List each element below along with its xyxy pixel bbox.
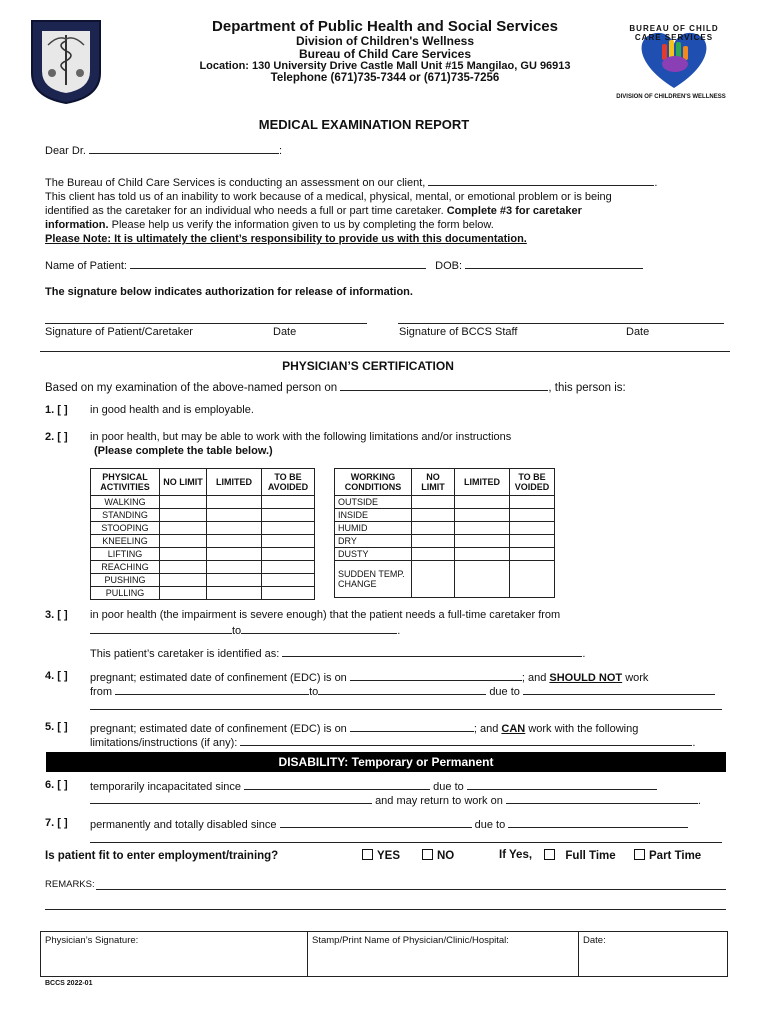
location-text: Location: 130 University Drive Castle Mall Unit #15 Mangilao, GU 96913 bbox=[199, 60, 571, 72]
table-row-label: KNEELING bbox=[91, 535, 160, 548]
table-cell[interactable] bbox=[455, 496, 510, 509]
table-cell[interactable] bbox=[510, 496, 555, 509]
item-6-text: temporarily incapacitated since due to bbox=[90, 779, 657, 793]
caretaker-dates-line: to . bbox=[90, 623, 400, 637]
date-box[interactable]: Date: bbox=[579, 932, 728, 977]
remarks-line-1[interactable] bbox=[96, 889, 726, 890]
return-to-work-line: and may return to work on . bbox=[90, 793, 701, 807]
table-cell[interactable] bbox=[455, 561, 510, 598]
department-name: Department of Public Health and Social Services bbox=[212, 18, 558, 35]
working-conditions-table bbox=[334, 468, 555, 598]
responsibility-note: Please Note: It is ultimately the client’s responsibility to provide us with this documentation. bbox=[45, 233, 527, 245]
table-cell[interactable] bbox=[160, 561, 207, 574]
yes-checkbox-icon[interactable] bbox=[362, 849, 373, 860]
item-2-text: in poor health, but may be able to work with the following limitations and/or instructions bbox=[90, 431, 512, 443]
table-cell[interactable] bbox=[207, 496, 262, 509]
table-cell[interactable] bbox=[262, 535, 315, 548]
table-cell[interactable] bbox=[455, 522, 510, 535]
table-cell[interactable] bbox=[262, 496, 315, 509]
table-cell[interactable] bbox=[412, 496, 455, 509]
item-5-text: pregnant; estimated date of confinement (EDC) is on ; and CAN work with the following bbox=[90, 723, 639, 735]
caretaker-to-field[interactable] bbox=[241, 623, 397, 634]
public-health-seal-logo bbox=[28, 15, 104, 105]
table-row-label: HUMID bbox=[335, 522, 412, 535]
patient-signature-line[interactable] bbox=[45, 323, 367, 324]
table-cell[interactable] bbox=[160, 509, 207, 522]
no-work-from-field[interactable] bbox=[115, 684, 309, 695]
bureau-name: Bureau of Child Care Services bbox=[298, 47, 472, 61]
report-title: MEDICAL EXAMINATION REPORT bbox=[258, 117, 470, 132]
no-work-reason-field[interactable] bbox=[523, 684, 715, 695]
col-header: TO BE AVOIDED bbox=[262, 469, 315, 496]
no-work-to-field[interactable] bbox=[318, 684, 486, 695]
physician-signature-table bbox=[40, 931, 728, 977]
col-header: NO LIMIT bbox=[412, 469, 455, 496]
table-cell[interactable] bbox=[262, 561, 315, 574]
telephone-text: Telephone (671)735-7344 or (671)735-7256 bbox=[270, 72, 500, 84]
full-time-checkbox-icon[interactable] bbox=[544, 849, 555, 860]
incapacitated-reason-field[interactable] bbox=[467, 779, 657, 790]
authorization-text: The signature below indicates authorization for release of information. bbox=[45, 286, 413, 298]
table-cell[interactable] bbox=[207, 574, 262, 587]
patient-line: Name of Patient: DOB: bbox=[45, 258, 643, 272]
item-7-checkbox[interactable]: 7. [ ] bbox=[45, 817, 68, 829]
examination-date-line: Based on my examination of the above-named person on , this person is: bbox=[45, 382, 626, 394]
table-cell[interactable] bbox=[455, 509, 510, 522]
table-row-label: WALKING bbox=[91, 496, 160, 509]
remarks-label: REMARKS: bbox=[45, 879, 95, 890]
table-row-label: INSIDE bbox=[335, 509, 412, 522]
staff-signature-line[interactable] bbox=[398, 323, 724, 324]
item-4-checkbox[interactable]: 4. [ ] bbox=[45, 670, 68, 682]
disability-section-bar: DISABILITY: Temporary or Permanent bbox=[46, 752, 726, 772]
item-1-checkbox[interactable]: 1. [ ] bbox=[45, 404, 68, 416]
table-cell[interactable] bbox=[412, 522, 455, 535]
table-cell[interactable] bbox=[510, 561, 555, 598]
item-5-instructions-line: limitations/instructions (if any): . bbox=[90, 737, 696, 749]
physical-activities-table bbox=[90, 468, 315, 600]
col-header: PHYSICAL ACTIVITIES bbox=[91, 469, 160, 496]
edc-field-4[interactable] bbox=[350, 670, 522, 681]
table-cell[interactable] bbox=[510, 509, 555, 522]
division-name: Division of Children's Wellness bbox=[295, 34, 474, 48]
table-row-label: PUSHING bbox=[91, 574, 160, 587]
item-1-text: in good health and is employable. bbox=[90, 404, 254, 416]
part-time-checkbox-icon[interactable] bbox=[634, 849, 645, 860]
remarks-line-2[interactable] bbox=[45, 909, 726, 910]
item-4-dates-line: from to due to bbox=[90, 684, 715, 698]
patient-name-field[interactable] bbox=[130, 258, 426, 269]
table-cell[interactable] bbox=[262, 509, 315, 522]
doctor-name-field[interactable] bbox=[89, 143, 279, 154]
col-header: LIMITED bbox=[455, 469, 510, 496]
table-cell[interactable] bbox=[262, 587, 315, 600]
patient-signature-label: Signature of Patient/Caretaker bbox=[45, 326, 193, 338]
table-cell[interactable] bbox=[160, 587, 207, 600]
table-row-label: LIFTING bbox=[91, 548, 160, 561]
table-cell[interactable] bbox=[262, 522, 315, 535]
return-date-field[interactable] bbox=[506, 793, 698, 804]
form-code: BCCS 2022-01 bbox=[45, 980, 93, 987]
table-cell[interactable] bbox=[207, 509, 262, 522]
dear-doctor-line: Dear Dr. : bbox=[45, 145, 283, 157]
caretaker-from-field[interactable] bbox=[90, 623, 232, 634]
examination-date-field[interactable] bbox=[340, 380, 548, 391]
if-yes-label: If Yes, bbox=[499, 849, 533, 861]
table-cell[interactable] bbox=[207, 548, 262, 561]
full-time-option[interactable]: Full Time bbox=[544, 849, 616, 862]
physician-signature-box[interactable]: Physician’s Signature: bbox=[41, 932, 308, 977]
table-row-label: SUDDEN TEMP. CHANGE bbox=[335, 561, 412, 598]
item-5-checkbox[interactable]: 5. [ ] bbox=[45, 721, 68, 733]
section-divider bbox=[40, 351, 730, 352]
table-cell[interactable] bbox=[510, 535, 555, 548]
table-cell[interactable] bbox=[455, 548, 510, 561]
dear-label: Dear Dr. bbox=[45, 145, 86, 157]
table-cell[interactable] bbox=[412, 509, 455, 522]
disabled-since-field[interactable] bbox=[280, 817, 472, 828]
table-row-label: DRY bbox=[335, 535, 412, 548]
patient-date-label: Date bbox=[273, 326, 297, 338]
intro-paragraph: The Bureau of Child Care Services is conducting an assessment on our client, . This client has told us of an inability to work because of a medical, physical, mental, or emotional problem or is being identified as the caretaker for an individual who needs a full or part time caretaker. Complete #3 for caretaker information. Please help us verify the information given to us by completing the form below. Please Note: It is ultimately the client’s responsibility to provide us with this documentation. bbox=[45, 175, 735, 246]
table-cell[interactable] bbox=[160, 522, 207, 535]
stamp-box[interactable]: Stamp/Print Name of Physician/Clinic/Hospital: bbox=[308, 932, 579, 977]
table-cell[interactable] bbox=[160, 496, 207, 509]
col-header: TO BE VOIDED bbox=[510, 469, 555, 496]
physician-certification-heading: PHYSICIAN’S CERTIFICATION bbox=[282, 359, 454, 373]
table-cell[interactable] bbox=[207, 587, 262, 600]
col-header: WORKING CONDITIONS bbox=[335, 469, 412, 496]
incapacitated-since-field[interactable] bbox=[244, 779, 430, 790]
fit-question: Is patient fit to enter employment/training? bbox=[45, 850, 279, 862]
item-2-note: (Please complete the table below.) bbox=[94, 445, 273, 457]
incapacitated-extra-field[interactable] bbox=[90, 793, 372, 804]
disabled-reason-field[interactable] bbox=[508, 817, 688, 828]
table-cell[interactable] bbox=[510, 548, 555, 561]
caretaker-name-field[interactable] bbox=[282, 646, 582, 657]
item-3-checkbox[interactable]: 3. [ ] bbox=[45, 609, 68, 621]
limitations-field[interactable] bbox=[240, 735, 692, 746]
item-7-text: permanently and totally disabled since due to bbox=[90, 817, 688, 831]
table-cell[interactable] bbox=[455, 535, 510, 548]
no-checkbox-icon[interactable] bbox=[422, 849, 433, 860]
table-cell[interactable] bbox=[262, 548, 315, 561]
table-cell[interactable] bbox=[160, 574, 207, 587]
table-row-label: STOOPING bbox=[91, 522, 160, 535]
item-2-checkbox[interactable]: 2. [ ] bbox=[45, 431, 68, 443]
part-time-option[interactable]: Part Time bbox=[634, 849, 701, 862]
table-cell[interactable] bbox=[207, 522, 262, 535]
col-header: NO LIMIT bbox=[160, 469, 207, 496]
table-cell[interactable] bbox=[412, 561, 455, 598]
table-cell[interactable] bbox=[510, 522, 555, 535]
edc-field-5[interactable] bbox=[350, 721, 474, 732]
table-cell[interactable] bbox=[412, 535, 455, 548]
table-cell[interactable] bbox=[207, 561, 262, 574]
table-row-label: STANDING bbox=[91, 509, 160, 522]
logo-arc-text: BUREAU OF CHILD CARE SERVICES bbox=[629, 24, 719, 42]
item-4-text: pregnant; estimated date of confinement (EDC) is on ; and SHOULD NOT work bbox=[90, 672, 649, 684]
table-row-label: REACHING bbox=[91, 561, 160, 574]
table-row-label: DUSTY bbox=[335, 548, 412, 561]
table-row-label: PULLING bbox=[91, 587, 160, 600]
item-3-text: in poor health (the impairment is severe enough) that the patient needs a full-time caretaker from bbox=[90, 609, 561, 621]
col-header: LIMITED bbox=[207, 469, 262, 496]
table-row-label: OUTSIDE bbox=[335, 496, 412, 509]
item-4-extra-line[interactable] bbox=[90, 709, 722, 710]
caretaker-identified-line: This patient’s caretaker is identified as: . bbox=[90, 648, 586, 660]
logo-caption: DIVISION OF CHILDREN'S WELLNESS bbox=[616, 94, 726, 100]
client-name-field[interactable] bbox=[428, 175, 654, 186]
table-cell[interactable] bbox=[160, 548, 207, 561]
table-cell[interactable] bbox=[412, 548, 455, 561]
item-6-checkbox[interactable]: 6. [ ] bbox=[45, 779, 68, 791]
table-cell[interactable] bbox=[262, 574, 315, 587]
dob-field[interactable] bbox=[465, 258, 643, 269]
item-7-extra-line[interactable] bbox=[90, 842, 722, 843]
staff-date-label: Date bbox=[626, 326, 650, 338]
staff-signature-label: Signature of BCCS Staff bbox=[399, 326, 518, 338]
no-option[interactable]: NO bbox=[422, 849, 454, 862]
yes-option[interactable]: YES bbox=[362, 849, 400, 862]
table-cell[interactable] bbox=[207, 535, 262, 548]
table-cell[interactable] bbox=[160, 535, 207, 548]
